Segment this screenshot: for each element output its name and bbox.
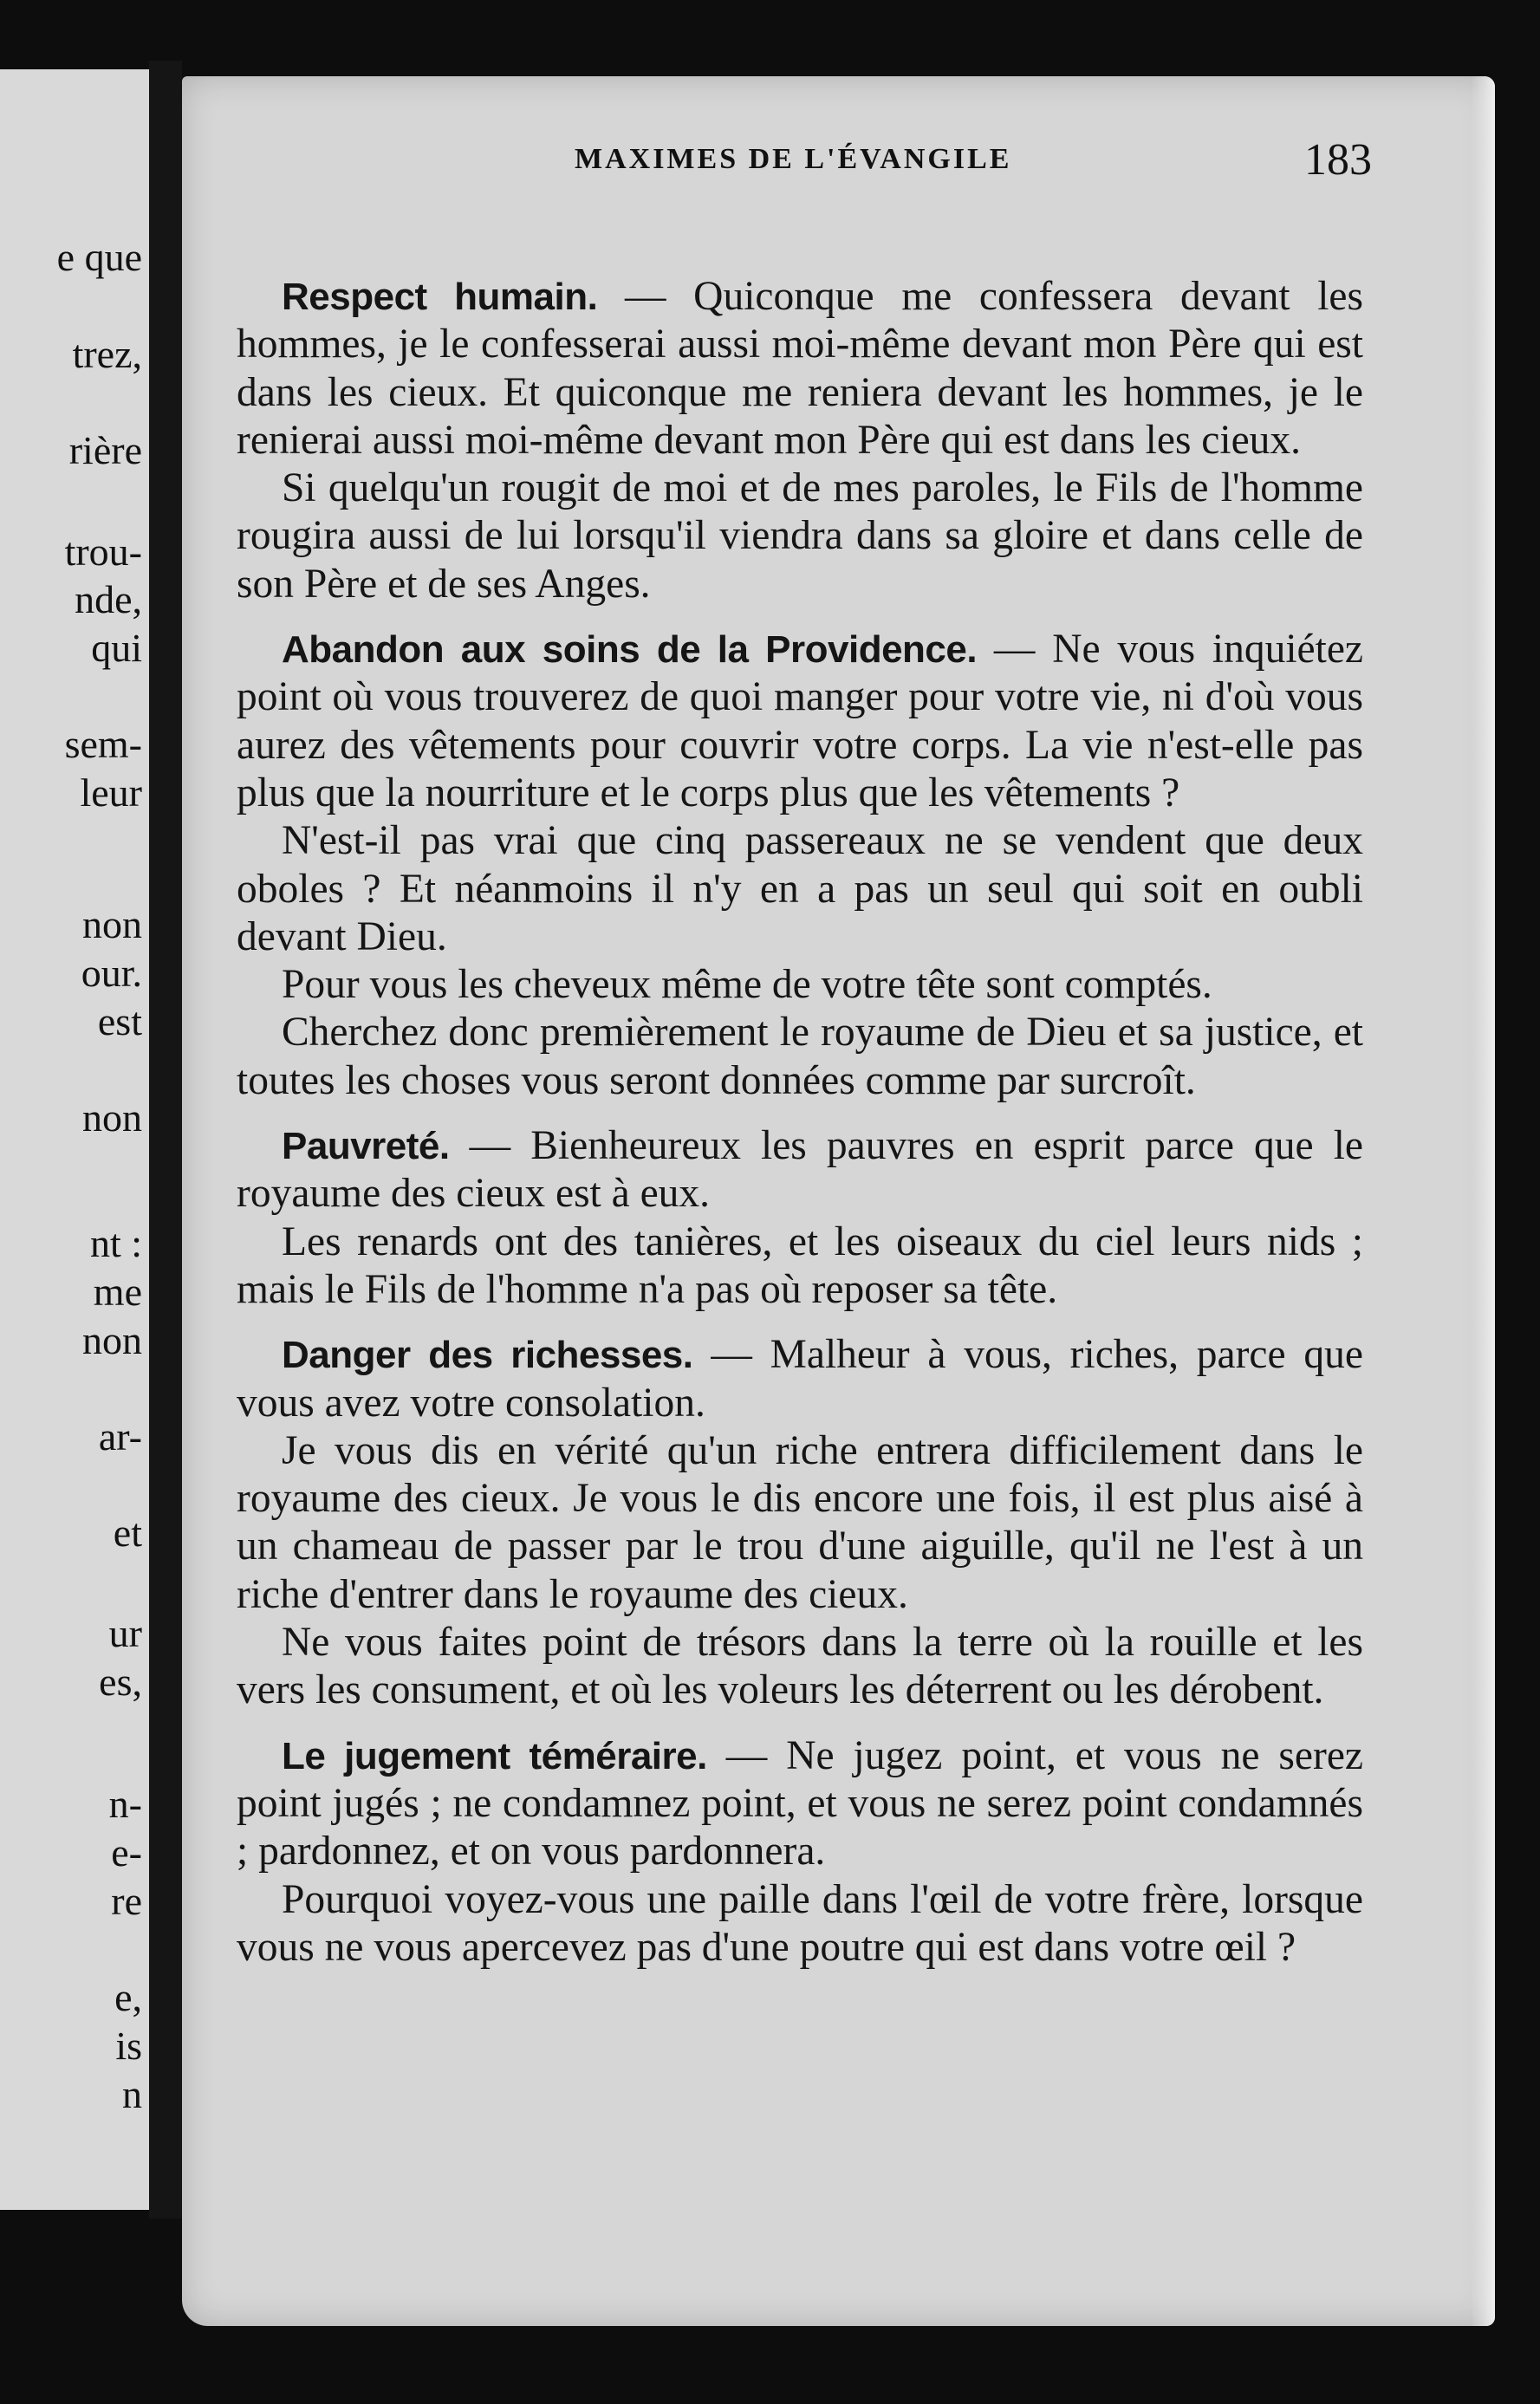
facing-page-line: n	[122, 2072, 142, 2116]
paragraph	[237, 1732, 1363, 1876]
facing-page-edge	[0, 69, 149, 2210]
paragraph: N'est-il pas vrai que cinq passereaux ne se vendent que deux oboles ? Et néanmoins il n'y en a pas un seul qui soit en oubli devant Dieu.	[237, 818, 1363, 959]
facing-page-line: e-	[111, 1830, 142, 1874]
section-heading: Pauvreté.	[282, 1125, 450, 1168]
section-heading: Danger des richesses.	[282, 1334, 693, 1377]
facing-page-line: et	[113, 1511, 142, 1555]
page-header	[393, 134, 1372, 195]
book-spine-shadow	[149, 61, 182, 2219]
paragraph-text: — Ne vous inquiétez point où vous trouverez de quoi manger pour votre vie, ni d'où vous aurez des vêtements pour couvrir votre corps. La vie n'est-elle pas plus que la nourriture et le corps plus que les vêtements ?	[237, 627, 1363, 815]
facing-page-line: trez,	[72, 332, 142, 376]
paragraph: Ne vous faites point de trésors dans la terre où la rouille et les vers les consument, et où les voleurs les déterrent ou les dérobent.	[237, 1620, 1363, 1713]
facing-page-line: qui	[91, 626, 142, 670]
section-heading: Respect humain.	[282, 276, 598, 318]
running-title: MAXIMES DE L'ÉVANGILE	[575, 143, 1012, 175]
facing-page-line: nde,	[75, 577, 142, 621]
paragraph: Si quelqu'un rougit de moi et de mes paroles, le Fils de l'homme rougira aussi de lui lorsqu'il viendra dans sa gloire et dans celle de son Père et de ses Anges.	[237, 465, 1363, 607]
facing-page-line: est	[97, 999, 142, 1043]
paragraph: Les renards ont des tanières, et les oiseaux du ciel leurs nids ; mais le Fils de l'homme n'a pas où reposer sa tête.	[237, 1218, 1363, 1312]
facing-page-line: nt :	[89, 1221, 142, 1265]
facing-page-line: is	[115, 2024, 142, 2068]
facing-page-line: me	[93, 1270, 142, 1314]
page-body	[237, 273, 1363, 1972]
facing-page-line: rière	[68, 428, 142, 472]
facing-page-line: re	[111, 1879, 142, 1923]
facing-page-line: non	[82, 1095, 142, 1140]
facing-page-line: trou-	[64, 530, 142, 574]
facing-page-line: leur	[80, 770, 142, 815]
paragraph-text: — Bienheureux les pauvres en esprit parce que le royaume des cieux est à eux.	[237, 1123, 1363, 1217]
paragraph	[237, 1122, 1363, 1218]
facing-page-line: sem-	[64, 722, 142, 766]
paragraph-text: — Quiconque me confessera devant les hommes, je le confesserai aussi moi-même devant mon Père qui est dans les cieux. Et quiconque me reniera devant les hommes, je le renierai aussi moi-même devant mon Père qui est dans les cieux.	[237, 274, 1363, 463]
facing-page-line: e que	[56, 235, 142, 279]
facing-page-line: e,	[114, 1975, 142, 2019]
paragraph	[237, 626, 1363, 817]
paragraph: Pour vous les cheveux même de votre tête sont comptés.	[282, 962, 1212, 1008]
facing-page-line: ur	[108, 1611, 142, 1655]
paragraph	[237, 1331, 1363, 1427]
facing-page-line: non	[82, 1318, 142, 1362]
facing-page-line: non	[82, 902, 142, 946]
paragraph	[237, 273, 1363, 465]
paragraph: Pourquoi voyez-vous une paille dans l'œil de votre frère, lorsque vous ne vous apercevez pas d'une poutre qui est dans votre œil ?	[237, 1876, 1363, 1970]
facing-page-line: our.	[81, 951, 142, 995]
paragraph-text: — Malheur à vous, riches, parce que vous avez votre consolation.	[237, 1332, 1363, 1426]
section-heading: Le jugement téméraire.	[282, 1734, 707, 1777]
paragraph: Je vous dis en vérité qu'un riche entrera difficilement dans le royaume des cieux. Je vous le dis encore une fois, il est plus aisé à un chameau de passer par le trou d'une aiguille, qu'il ne l'est à un riche d'entrer dans le royaume des cieux.	[237, 1427, 1363, 1617]
paragraph-text: — Ne jugez point, et vous ne serez point jugés ; ne condamnez point, et vous ne serez point condamnés ; pardonnez, et on vous pardonnera.	[237, 1732, 1363, 1874]
facing-page-line: es,	[99, 1660, 142, 1704]
paragraph: Cherchez donc premièrement le royaume de Dieu et sa justice, et toutes les choses vous seront données comme par surcroît.	[237, 1010, 1363, 1103]
facing-page-line: ar-	[98, 1414, 142, 1459]
page-number: 183	[1304, 135, 1372, 185]
facing-page-line: n-	[108, 1782, 142, 1826]
section-heading: Abandon aux soins de la Providence.	[282, 628, 978, 672]
